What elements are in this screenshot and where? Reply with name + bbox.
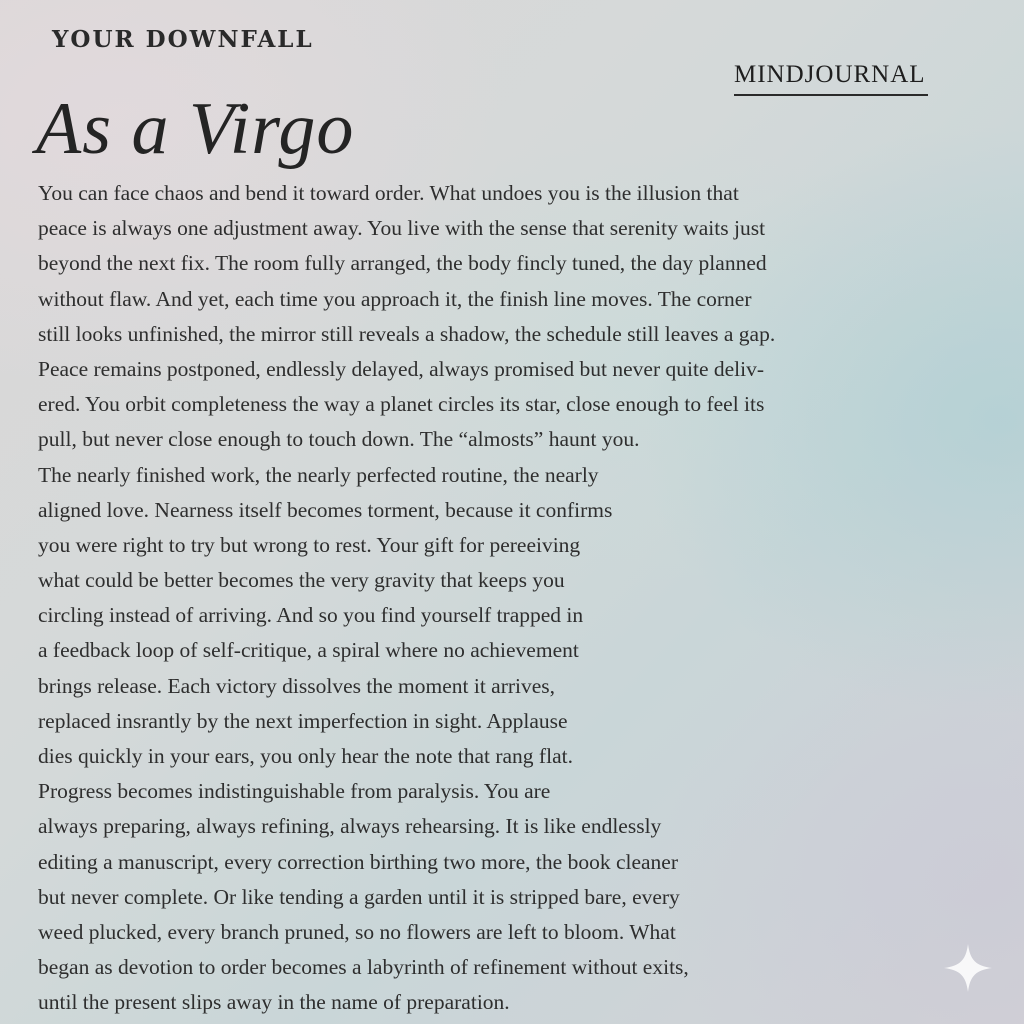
body-line: editing a manuscript, every correction birthing two more, the book cleaner bbox=[38, 849, 679, 874]
body-line: aligned love. Nearness itself becomes torment, because it confirms bbox=[38, 497, 613, 522]
body-paragraph bbox=[38, 176, 918, 1021]
brand-logo: MINDJOURNAL bbox=[734, 58, 928, 96]
body-line: still looks unfinished, the mirror still reveals a shadow, the schedule still leaves a gap. bbox=[38, 321, 776, 346]
body-line: weed plucked, every branch pruned, so no flowers are left to bloom. What bbox=[38, 919, 676, 944]
sparkle-icon bbox=[942, 942, 994, 994]
kicker-heading: YOUR DOWNFALL bbox=[52, 26, 314, 53]
body-line: what could be better becomes the very gravity that keeps you bbox=[38, 568, 565, 593]
body-line: circling instead of arriving. And so you find yourself trapped in bbox=[38, 603, 584, 628]
body-line: but never complete. Or like tending a garden until it is stripped bare, every bbox=[38, 884, 680, 909]
body-line: until the present slips away in the name of preparation. bbox=[38, 990, 510, 1015]
body-line: beyond the next fix. The room fully arranged, the body fincly tuned, the day planned bbox=[38, 251, 767, 276]
body-line: you were right to try but wrong to rest. Your gift for pereeiving bbox=[38, 532, 581, 557]
body-line: without flaw. And yet, each time you approach it, the finish line moves. The corner bbox=[38, 286, 752, 311]
body-line: Peace remains postponed, endlessly delayed, always promised but never quite deliv- bbox=[38, 356, 765, 381]
body-line: pull, but never close enough to touch down. The “almosts” haunt you. bbox=[38, 427, 640, 452]
body-line: brings release. Each victory dissolves the moment it arrives, bbox=[38, 673, 556, 698]
body-line: Progress becomes indistinguishable from paralysis. You are bbox=[38, 779, 551, 804]
body-line: The nearly finished work, the nearly perfected routine, the nearly bbox=[38, 462, 599, 487]
body-line: always preparing, always refining, always rehearsing. It is like endlessly bbox=[38, 814, 662, 839]
body-line: a feedback loop of self-critique, a spiral where no achievement bbox=[38, 638, 579, 663]
body-line: You can face chaos and bend it toward order. What undoes you is the illusion that bbox=[38, 181, 739, 205]
body-line: began as devotion to order becomes a labyrinth of refinement without exits, bbox=[38, 955, 689, 980]
body-line: ered. You orbit completeness the way a planet circles its star, close enough to feel its bbox=[38, 392, 765, 417]
page-title: As a Virgo bbox=[36, 88, 355, 170]
body-line: dies quickly in your ears, you only hear the note that rang flat. bbox=[38, 744, 573, 768]
body-line: replaced insrantly by the next imperfection in sight. Applause bbox=[38, 708, 568, 733]
body-line: peace is always one adjustment away. You live with the sense that serenity waits just bbox=[38, 216, 766, 241]
